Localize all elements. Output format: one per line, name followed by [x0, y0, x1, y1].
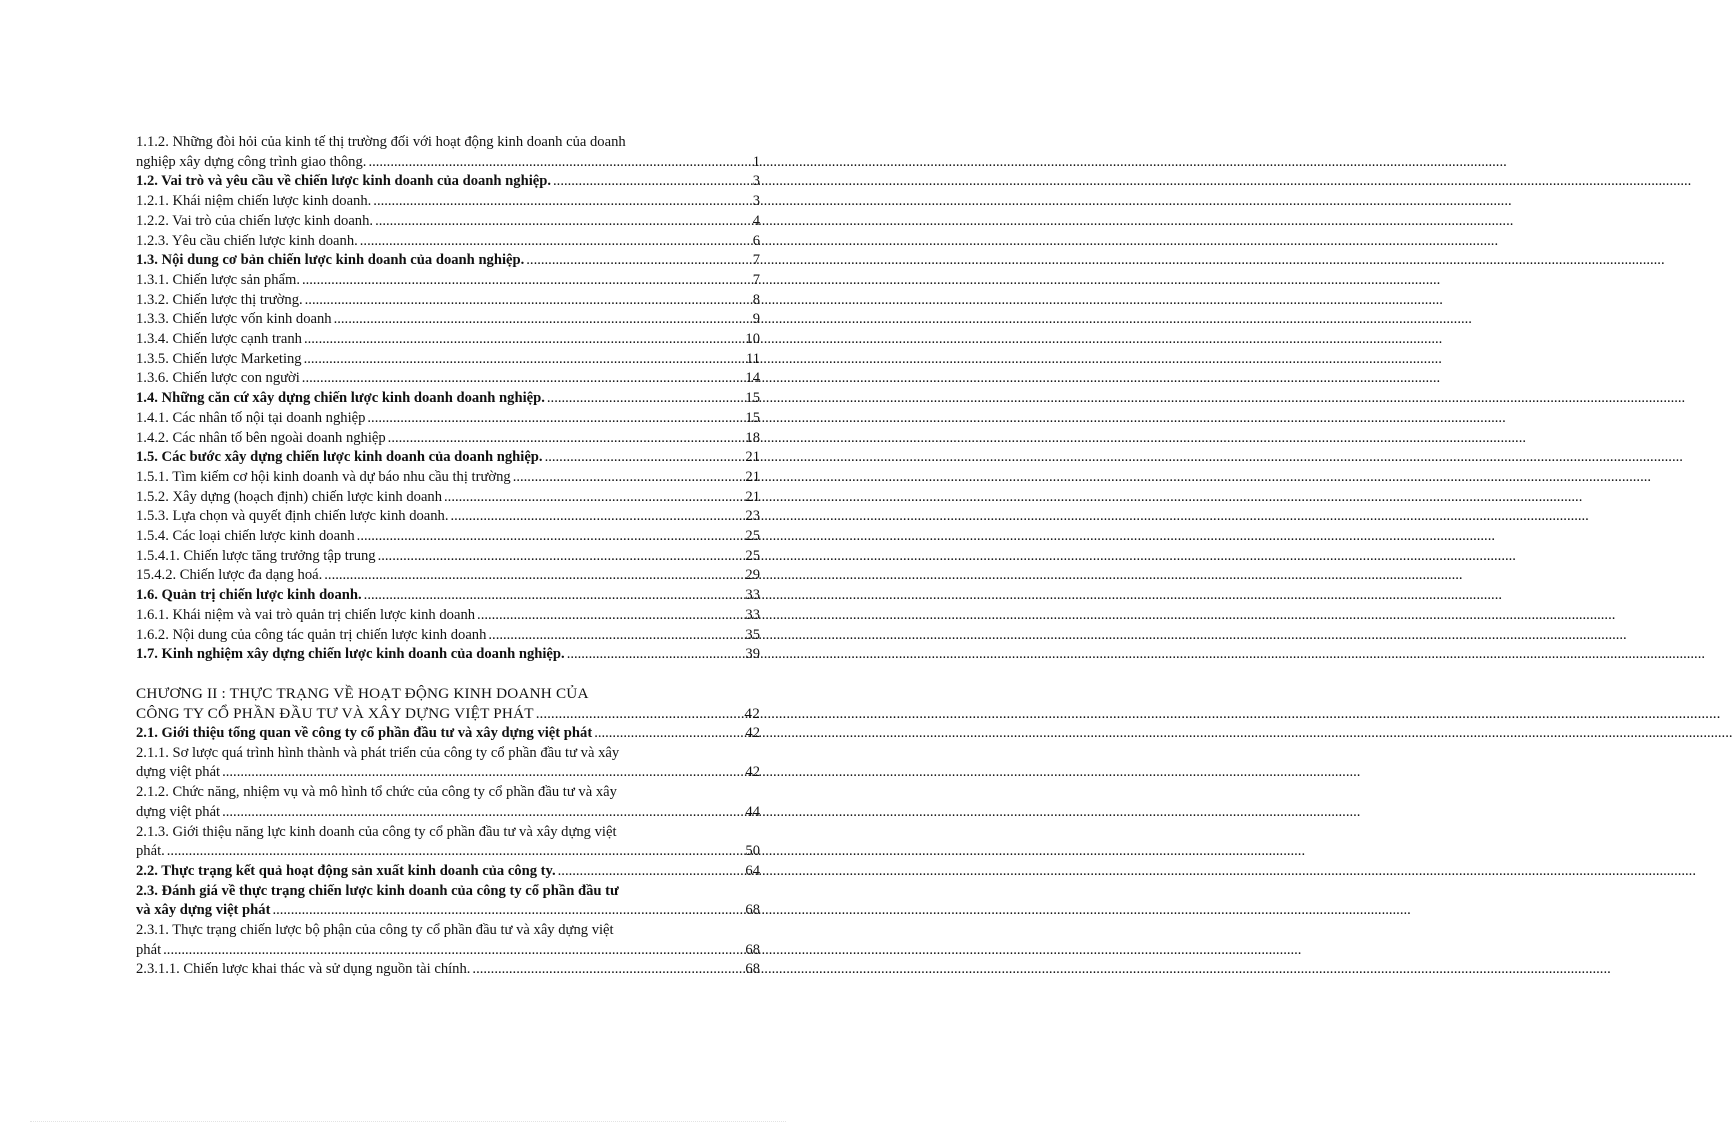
leader-dots [222, 763, 734, 783]
leader-dots [388, 429, 734, 449]
toc-entry-text: 1.6. Quản trị chiến lược kinh doanh. [136, 587, 362, 604]
toc-page-number: 25 [745, 547, 760, 564]
toc-entry-text: 1.3.2. Chiến lược thị trường. [136, 291, 303, 308]
leader-dots [477, 606, 734, 626]
toc-page-number: 68 [745, 941, 760, 958]
toc-entry-text: 1.3.3. Chiến lược vốn kinh doanh [136, 311, 332, 328]
toc-page-number: 64 [745, 862, 760, 879]
leader-dots [553, 172, 734, 192]
toc-page-number: 42 [745, 724, 760, 741]
toc-entry-text: 1.4.1. Các nhân tố nội tại doanh nghiệp [136, 409, 366, 426]
toc-entry-text: 2.2. Thực trạng kết quả hoạt động sản xuất kinh doanh của công ty. [136, 862, 556, 879]
toc-entry[interactable] [136, 744, 760, 783]
toc-entry[interactable] [136, 882, 760, 921]
leader-dots [378, 547, 734, 567]
toc-entry[interactable] [136, 823, 760, 862]
toc-page-number: 18 [745, 429, 760, 446]
toc-entry-text-cont: phát [136, 941, 162, 958]
toc-page-number: 42 [745, 764, 760, 781]
toc-entry-text: 1.1.2. Những đòi hỏi của kinh tế thị trường đối với hoạt động kinh doanh của doanh [136, 134, 626, 150]
toc-page-number: 3 [752, 173, 760, 190]
leader-dots [367, 409, 734, 429]
toc-entry[interactable] [136, 271, 760, 291]
leader-dots [472, 960, 734, 980]
toc-entry-text: 1.5.1. Tìm kiếm cơ hội kinh doanh và dự báo nhu cầu thị trường [136, 468, 511, 485]
toc-page-number: 25 [745, 528, 760, 545]
toc-entry[interactable] [136, 783, 760, 822]
toc-entry-text: 1.5. Các bước xây dựng chiến lược kinh doanh của doanh nghiệp. [136, 449, 543, 466]
leader-dots [545, 448, 734, 468]
toc-entry-text: 1.6.2. Nội dung của công tác quản trị chiến lược kinh doanh [136, 626, 487, 643]
leader-dots [272, 901, 734, 921]
toc-entry-text: 1.5.4. Các loại chiến lược kinh doanh [136, 528, 355, 545]
leader-dots [357, 527, 734, 547]
toc-entry[interactable] [136, 960, 760, 980]
leader-dots [305, 291, 734, 311]
document-page [0, 0, 816, 1123]
leader-dots [488, 626, 734, 646]
toc-entry[interactable] [136, 310, 760, 330]
leader-dots [375, 212, 734, 232]
toc-page-number: 39 [745, 646, 760, 663]
toc-entry-text: 1.5.2. Xây dựng (hoạch định) chiến lược kinh doanh [136, 488, 443, 505]
toc-entry[interactable] [136, 330, 760, 350]
toc-page-number: 21 [745, 468, 760, 485]
toc-entry-text: 1.3.1. Chiến lược sản phẩm. [136, 271, 300, 288]
toc-page-number: 7 [752, 271, 760, 288]
leader-dots [304, 350, 734, 370]
leader-dots [368, 153, 734, 173]
toc-entry[interactable] [136, 369, 760, 389]
toc-entry-text: 1.7. Kinh nghiệm xây dựng chiến lược kinh doanh của doanh nghiệp. [136, 646, 565, 663]
toc-entry-text: 1.2. Vai trò và yêu cầu về chiến lược kinh doanh của doanh nghiệp. [136, 173, 552, 190]
toc-entry[interactable] [136, 488, 760, 508]
toc-page-number: 23 [745, 508, 760, 525]
toc-entry[interactable] [136, 468, 760, 488]
toc-entry-text: 2.1.2. Chức năng, nhiệm vụ và mô hình tổ chức của công ty cổ phần đầu tư và xây [136, 784, 617, 801]
toc-page-number: 33 [745, 606, 760, 623]
toc-entry[interactable] [136, 389, 760, 409]
toc-page-number: 11 [745, 350, 760, 367]
toc-entry[interactable] [136, 409, 760, 429]
leader-dots [334, 310, 734, 330]
toc-page-number: 14 [745, 370, 760, 387]
toc-entry-text: 1.2.1. Khái niệm chiến lược kinh doanh. [136, 193, 372, 210]
toc-entry-text: 1.3.5. Chiến lược Marketing [136, 350, 302, 367]
chapter-title-line2: CÔNG TY CỔ PHẦN ĐẦU TƯ VÀ XÂY DỰNG VIỆT PHÁT [136, 704, 534, 722]
toc-entry[interactable] [136, 606, 760, 626]
toc-page-number: 3 [752, 193, 760, 210]
toc-entry-text: 1.3.6. Chiến lược con người [136, 370, 300, 387]
toc-page-number: 8 [752, 291, 760, 308]
leader-dots [304, 330, 734, 350]
leader-dots [163, 941, 734, 961]
toc-entry-text: 1.4.2. Các nhân tố bên ngoài doanh nghiệp [136, 429, 386, 446]
toc-entry[interactable] [136, 448, 760, 468]
toc-page-number: 4 [752, 212, 760, 229]
toc-page-number: 15 [745, 390, 760, 407]
toc-entry[interactable] [136, 862, 760, 882]
leader-dots [373, 192, 734, 212]
leader-dots [547, 389, 734, 409]
toc-entry-text: 1.4. Những căn cứ xây dựng chiến lược kinh doanh doanh nghiệp. [136, 390, 545, 407]
toc-entry-text: 1.6.1. Khái niệm và vai trò quản trị chiến lược kinh doanh [136, 606, 476, 623]
toc-entry[interactable] [136, 251, 760, 271]
leader-dots [364, 586, 734, 606]
toc-page-number: 21 [745, 488, 760, 505]
toc-entry-text: 1.3.4. Chiến lược cạnh tranh [136, 331, 302, 348]
toc-entry-text: 2.3.1.1. Chiến lược khai thác và sử dụng nguồn tài chính. [136, 961, 471, 978]
toc-page-number: 68 [745, 902, 760, 919]
leader-dots [526, 251, 734, 271]
leader-dots [513, 468, 734, 488]
leader-dots [567, 645, 734, 665]
toc-entry-text: 1.3. Nội dung cơ bản chiến lược kinh doanh của doanh nghiệp. [136, 252, 525, 269]
toc-entry[interactable] [136, 507, 760, 527]
toc-page-number: 29 [745, 567, 760, 584]
toc-entry[interactable] [136, 429, 760, 449]
leader-dots [167, 842, 734, 862]
toc-entry[interactable] [136, 586, 760, 606]
leader-dots [451, 507, 734, 527]
toc-entry-text: 1.2.3. Yêu cầu chiến lược kinh doanh. [136, 232, 358, 249]
toc-entry[interactable] [136, 527, 760, 547]
toc-entry[interactable] [136, 232, 760, 252]
toc-entry[interactable] [136, 547, 760, 567]
leader-dots [324, 566, 734, 586]
toc-entry[interactable] [136, 626, 760, 646]
toc-page-number: 10 [745, 331, 760, 348]
toc-entry-text: 1.5.4.1. Chiến lược tăng trưởng tập trung [136, 547, 376, 564]
toc-page-number: 33 [745, 587, 760, 604]
toc-entry-text-cont: nghiệp xây dựng công trình giao thông. [136, 153, 367, 170]
toc-page-number: 1 [752, 153, 760, 170]
toc-entry-text-cont: phát. [136, 843, 165, 860]
toc-entry-text: 2.3.1. Thực trạng chiến lược bộ phận của công ty cổ phần đầu tư và xây dựng việt [136, 922, 614, 939]
toc-entry[interactable] [136, 921, 760, 960]
toc-entry-text-cont: và xây dựng việt phát [136, 902, 271, 919]
toc-page-number: 15 [745, 409, 760, 426]
toc-entry[interactable] [136, 724, 760, 744]
toc-entry-text: 2.1.1. Sơ lược quá trình hình thành và phát triển của công ty cổ phần đầu tư và xây [136, 744, 620, 761]
toc-entry-text: 2.1.3. Giới thiệu năng lực kinh doanh của công ty cổ phần đầu tư và xây dựng việt [136, 823, 617, 840]
page-bottom-rule [30, 1121, 786, 1122]
toc-entry[interactable] [136, 566, 760, 586]
toc-page-number: 42 [744, 704, 760, 722]
chapter-heading[interactable] [136, 684, 760, 724]
toc-page-number: 7 [752, 252, 760, 269]
leader-dots [302, 369, 734, 389]
leader-dots [558, 862, 734, 882]
toc-entry[interactable] [136, 133, 760, 172]
toc-entry-text: 1.2.2. Vai trò của chiến lược kinh doanh. [136, 212, 374, 229]
toc-entry[interactable] [136, 350, 760, 370]
toc-entry-text-cont: dựng việt phát [136, 764, 221, 781]
toc-entry-text: 1.5.3. Lựa chọn và quyết định chiến lược kinh doanh. [136, 508, 449, 525]
toc-page-number: 21 [745, 449, 760, 466]
toc-entry-text: 15.4.2. Chiến lược đa dạng hoá. [136, 567, 323, 584]
toc-page-number: 35 [745, 626, 760, 643]
leader-dots [594, 724, 734, 744]
toc-entry-text: 2.1. Giới thiệu tổng quan về công ty cổ phần đầu tư và xây dựng việt phát [136, 724, 593, 741]
toc-entry[interactable] [136, 645, 760, 665]
toc-entry[interactable] [136, 172, 760, 192]
toc-entry[interactable] [136, 212, 760, 232]
toc-page-number: 50 [745, 843, 760, 860]
toc-page-number: 68 [745, 961, 760, 978]
toc-entry-text-cont: dựng việt phát [136, 803, 221, 820]
leader-dots [222, 803, 734, 823]
leader-dots [302, 271, 734, 291]
toc-entry-text: 2.3. Đánh giá về thực trạng chiến lược kinh doanh của công ty cổ phần đầu tư [136, 882, 619, 899]
toc-page-number: 6 [752, 232, 760, 249]
chapter-title-line1: CHƯƠNG II : THỰC TRẠNG VỀ HOẠT ĐỘNG KINH DOANH CỦA [136, 684, 589, 702]
leader-dots [444, 488, 734, 508]
toc-page-number: 9 [752, 311, 760, 328]
toc-page-number: 44 [745, 803, 760, 820]
leader-dots [536, 704, 734, 724]
table-of-contents [136, 133, 760, 980]
leader-dots [360, 232, 734, 252]
toc-entry[interactable] [136, 192, 760, 212]
toc-entry[interactable] [136, 291, 760, 311]
